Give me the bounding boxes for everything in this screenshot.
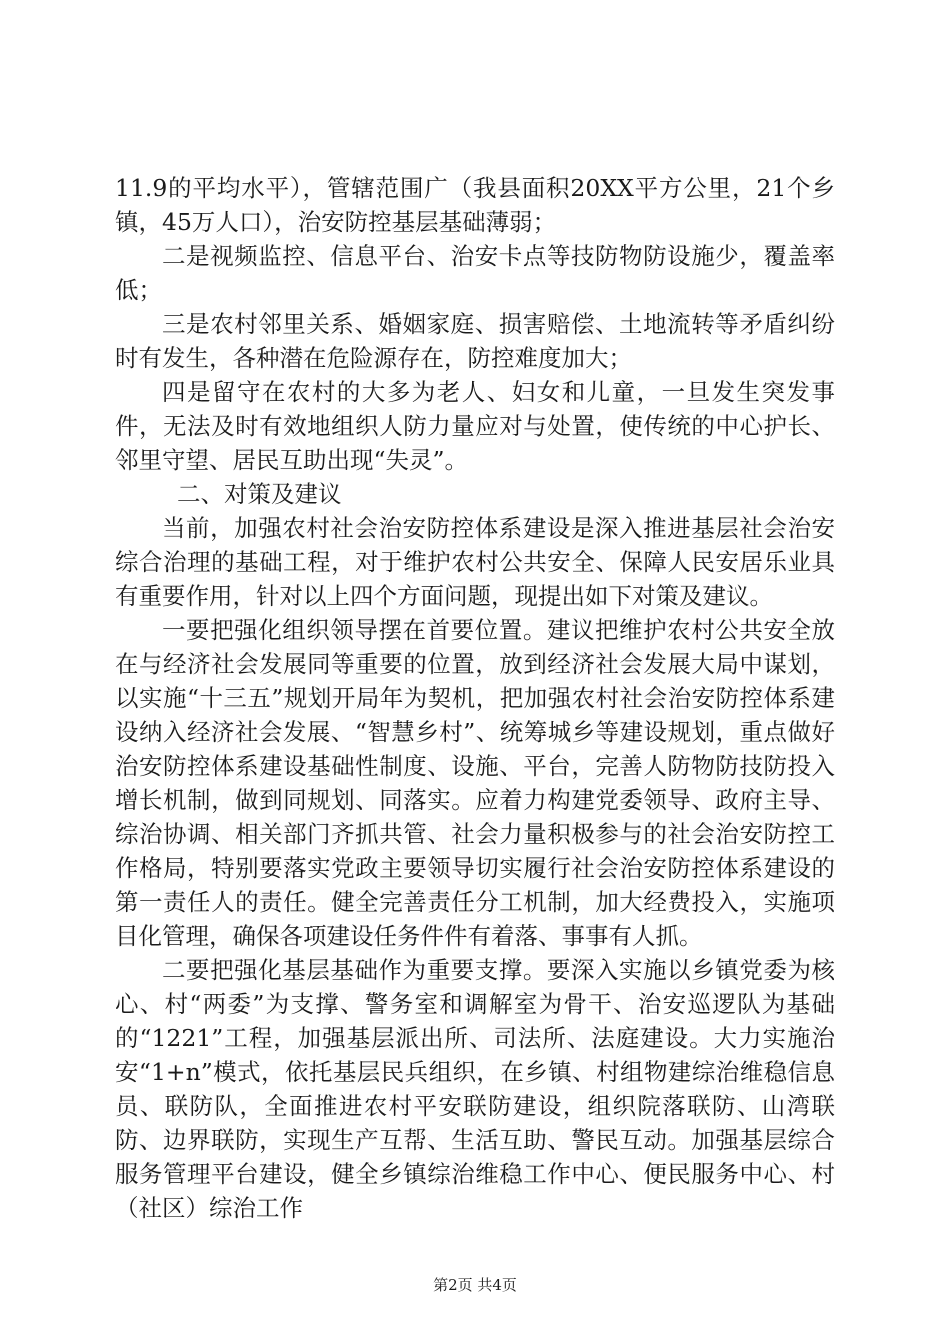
- paragraph-suggestion-one: 一要把强化组织领导摆在首要位置。建议把维护农村公共安全放在与经济社会发展同等重要的位置，放到经济社会发展大局中谋划，以实施“十三五”规划开局年为契机，把加强农村社会治安防控体系建设纳入经济社会发展、“智慧乡村”、统筹城乡等建设规划，重点做好治安防控体系建设基础性制度、设施、平台，完善人防物防技防投入增长机制，做到同规划、同落实。应着力构建党委领导、政府主导、综治协调、相关部门齐抓共管、社会力量积极参与的社会治安防控工作格局，特别要落实党政主要领导切实履行社会治安防控体系建设的第一责任人的责任。健全完善责任分工机制，加大经费投入，实施项目化管理，确保各项建设任务件件有着落、事事有人抓。: [115, 616, 835, 950]
- document-body: [115, 171, 835, 1225]
- paragraph-suggestion-two: 二要把强化基层基础作为重要支撑。要深入实施以乡镇党委为核心、村“两委”为支撑、警务室和调解室为骨干、治安巡逻队为基础的“1221”工程，加强基层派出所、司法所、法庭建设。大力实施治安“1+n”模式，依托基层民兵组织，在乡镇、村组物建综治维稳信息员、联防队，全面推进农村平安联防建设，组织院落联防、山湾联防、边界联防，实现生产互帮、生活互助、警民互动。加强基层综合服务管理平台建设，健全乡镇综治维稳工作中心、便民服务中心、村（社区）综治工作: [115, 956, 835, 1222]
- paragraph-intro: 当前，加强农村社会治安防控体系建设是深入推进基层社会治安综合治理的基础工程，对于维护农村公共安全、保障人民安居乐业具有重要作用，针对以上四个方面问题，现提出如下对策及建议。: [115, 514, 835, 610]
- paragraph-point-three: 三是农村邻里关系、婚姻家庭、损害赔偿、土地流转等矛盾纠纷时有发生，各种潜在危险源存在，防控难度加大；: [115, 310, 835, 372]
- paragraph-continuation: 11.9的平均水平），管辖范围广（我县面积20XX平方公里，21个乡镇，45万人口），治安防控基层基础薄弱；: [115, 174, 835, 236]
- paragraph-point-four: 四是留守在农村的大多为老人、妇女和儿童，一旦发生突发事件，无法及时有效地组织人防力量应对与处置，使传统的中心护长、邻里守望、居民互助出现“失灵”。: [115, 378, 835, 474]
- paragraph-point-two: 二是视频监控、信息平台、治安卡点等技防物防设施少，覆盖率低；: [115, 242, 835, 304]
- page-footer: 第2页 共4页: [433, 1276, 517, 1294]
- section-heading: 二、对策及建议: [177, 480, 342, 508]
